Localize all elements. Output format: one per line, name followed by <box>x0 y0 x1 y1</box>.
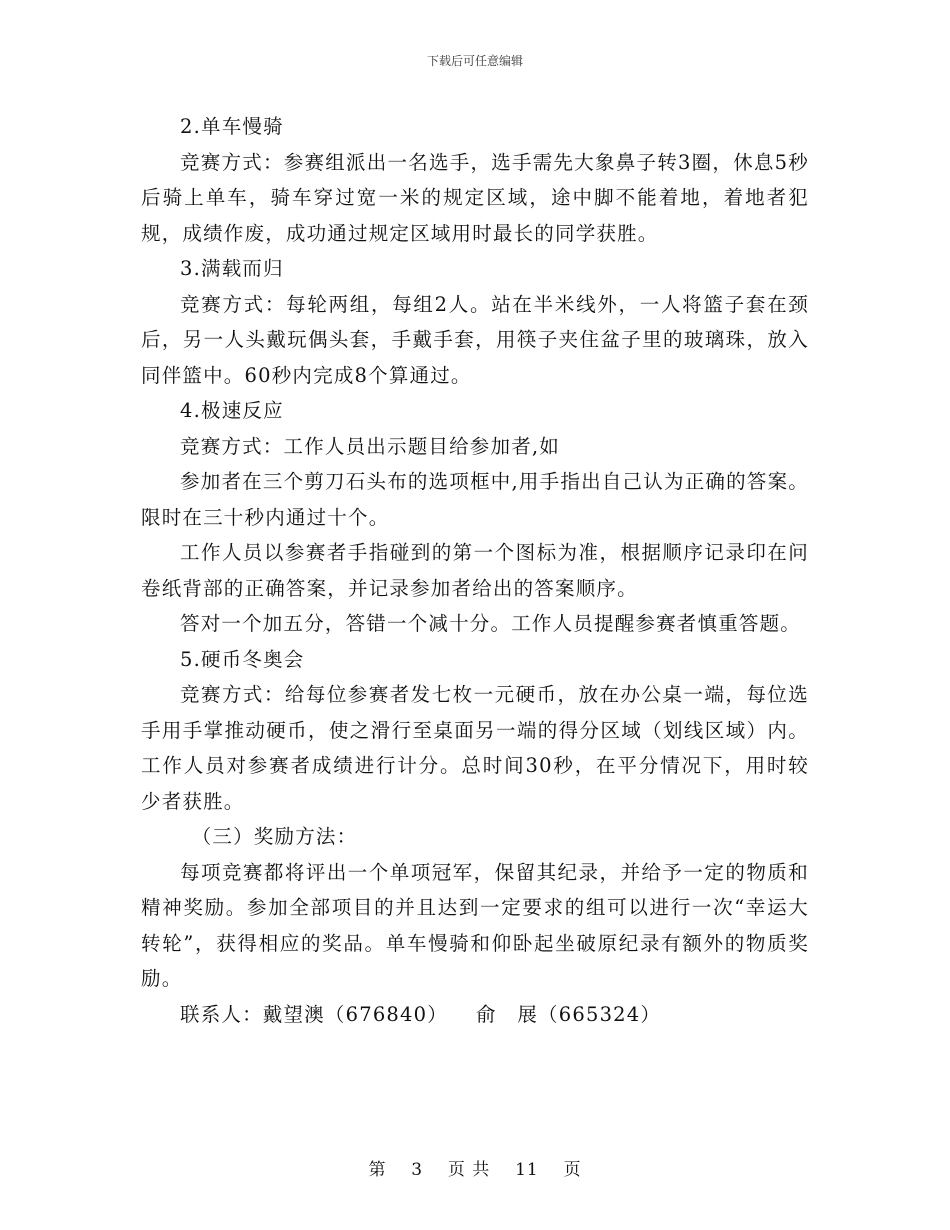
section-3-title: （三）奖励方法： <box>191 825 358 848</box>
page-prefix: 第 <box>368 1160 387 1180</box>
document-body <box>141 109 809 1032</box>
contact-secondary: 俞 展（665324） <box>475 1002 662 1026</box>
item-4-paragraph-2: 参加者在三个剪刀石头布的选项框中,用手指出自己认为正确的答案。限时在三十秒内通过十个。 <box>141 470 809 529</box>
page-footer <box>0 1155 950 1180</box>
item-4-paragraph-3: 工作人员以参赛者手指碰到的第一个图标为准，根据顺序记录印在问卷纸背部的正确答案，并记录参加者给出的答案顺序。 <box>141 541 809 600</box>
item-5-title: 5.硬币冬奥会 <box>180 647 305 671</box>
contact-primary: 联系人：戴望澳（676840） <box>180 1002 448 1026</box>
item-2-rule: 竞赛方式：参赛组派出一名选手，选手需先大象鼻子转3圈，休息5秒后骑上单车，骑车穿过宽一米的规定区域，途中脚不能着地，着地者犯规，成绩作废，成功通过规定区域用时最长的同学获胜。 <box>141 150 809 245</box>
page-middle: 页 共 <box>447 1160 491 1180</box>
contact-line <box>141 997 809 1033</box>
item-5-rule: 竞赛方式：给每位参赛者发七枚一元硬币，放在办公桌一端，每位选手用手掌推动硬币，使之滑行至桌面另一端的得分区域（划线区域）内。工作人员对参赛者成绩进行计分。总时间30秒，在平分情况下，用时较少者获胜。 <box>141 683 809 813</box>
item-4-title: 4.极速反应 <box>180 399 284 422</box>
item-3-title: 3.满载而归 <box>180 257 284 280</box>
item-3-rule: 竞赛方式：每轮两组，每组2人。站在半米线外，一人将篮子套在颈后，另一人头戴玩偶头套，手戴手套，用筷子夹住盆子里的玻璃珠，放入同伴篮中。60秒内完成8个算通过。 <box>141 292 809 387</box>
page-suffix: 页 <box>563 1160 582 1180</box>
page-total: 11 <box>515 1160 539 1180</box>
page-current: 3 <box>411 1160 424 1180</box>
page-header-note: 下载后可任意编辑 <box>426 54 523 68</box>
item-4-rule: 竞赛方式：工作人员出示题目给参加者,如 <box>180 434 560 458</box>
item-2-title: 2.单车慢骑 <box>180 115 284 138</box>
item-4-paragraph-4: 答对一个加五分，答错一个减十分。工作人员提醒参赛者慎重答题。 <box>180 612 802 635</box>
section-3-body: 每项竞赛都将评出一个单项冠军，保留其纪录，并给予一定的物质和精神奖励。参加全部项目的并且达到一定要求的组可以进行一次“幸运大转轮”，获得相应的奖品。单车慢骑和仰卧起坐破原纪录有额外的物质奖励。 <box>141 860 809 990</box>
